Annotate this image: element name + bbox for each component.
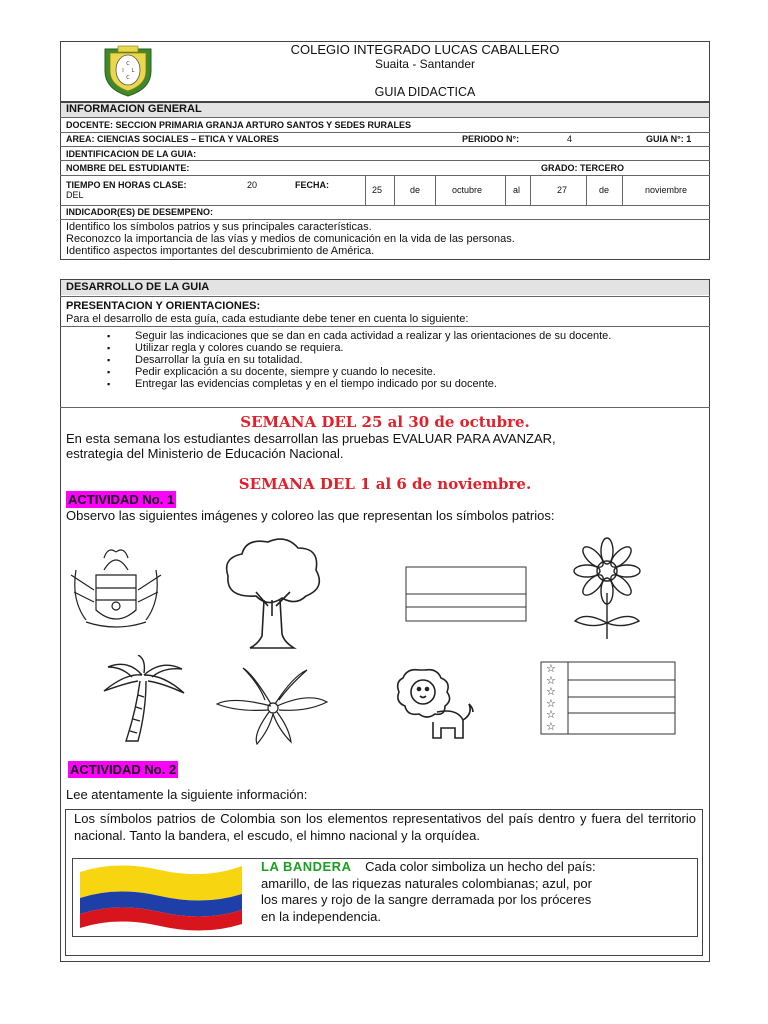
presentacion-title: PRESENTACION Y ORIENTACIONES: [66, 300, 261, 312]
area-label: AREA: CIENCIAS SOCIALES – ETICA Y VALORES [66, 134, 279, 144]
list-item: ▪ Utilizar regla y colores cuando se requiera. [135, 342, 701, 354]
fecha-month1: octubre [452, 185, 483, 195]
list-item: ▪ Desarrollar la guía en su totalidad. [135, 354, 701, 366]
row-divider [60, 407, 710, 408]
fecha-al: al [513, 185, 521, 195]
fecha-month2: noviembre [645, 185, 688, 195]
star-flag-image [540, 661, 676, 735]
colombia-flag-image [76, 860, 246, 933]
row-divider [60, 219, 710, 220]
svg-text:C: C [126, 75, 130, 81]
list-item: ▪ Entregar las evidencias completas y en el tiempo indicado por su docente. [135, 378, 701, 390]
actividad2-instruction: Lee atentamente la siguiente información: [66, 787, 308, 802]
orientaciones-list [135, 330, 701, 390]
bandera-line-4: en la independencia. [261, 908, 381, 924]
coat-of-arms-image [66, 540, 166, 635]
bandera-line-1 [261, 859, 689, 876]
bandera-line-3: los mares y rojo de la sangre derramada por los próceres [261, 892, 592, 907]
col-divider [505, 175, 506, 205]
semana1-text1: En esta semana los estudiantes desarrollan las pruebas EVALUAR PARA AVANZAR, [66, 431, 556, 446]
tiempo-value: 20 [247, 180, 258, 190]
row-divider [60, 146, 710, 147]
col-divider [365, 175, 366, 205]
bandera-line-1-text: Cada color simboliza un hecho del país: [365, 859, 596, 874]
docente-label: DOCENTE: SECCION PRIMARIA GRANJA ARTURO SANTOS Y SEDES RURALES [66, 120, 412, 130]
row-divider [60, 175, 710, 176]
periodo-value: 4 [567, 134, 573, 144]
indicador-1: Identifico los símbolos patrios y sus principales características. [66, 221, 372, 233]
svg-text:I: I [122, 68, 124, 74]
grado-label: GRADO: TERCERO [541, 163, 624, 173]
doc-type: GUIA DIDACTICA [374, 85, 476, 99]
indicador-2: Reconozco la importancia de las vías y medios de comunicación en la vida de las personas. [66, 233, 515, 245]
list-item: ▪ Seguir las indicaciones que se dan en cada actividad a realizar y las orientaciones de su docente. [135, 330, 701, 342]
palm-tree-image [98, 655, 190, 745]
row-divider [60, 117, 710, 118]
periodo-label: PERIODO N°: [462, 134, 520, 144]
list-item: ▪ Pedir explicación a su docente, siempre y cuando lo necesite. [135, 366, 701, 378]
svg-text:L: L [131, 68, 135, 74]
fecha-day1: 25 [372, 185, 383, 195]
identificacion-label: IDENTIFICACION DE LA GUIA: [66, 149, 197, 159]
school-name: COLEGIO INTEGRADO LUCAS CABALLERO [290, 42, 560, 57]
blank-flag-image [405, 566, 527, 622]
svg-text:C: C [126, 61, 130, 67]
fecha-de2: de [599, 185, 610, 195]
row-divider [60, 132, 710, 133]
actividad2-label: ACTIVIDAD No. 2 [70, 762, 177, 777]
bandera-title: LA BANDERA [261, 859, 352, 874]
indicador-3: Identifico aspectos importantes del descubrimiento de América. [66, 245, 375, 257]
bandera-text [261, 859, 689, 925]
desarrollo-title: DESARROLLO DE LA GUIA [66, 281, 210, 293]
semana1-title: SEMANA DEL 25 al 30 de octubre. [240, 413, 530, 431]
info-section-title: INFORMACION GENERAL [66, 103, 202, 115]
tiempo-label: TIEMPO EN HORAS CLASE: [66, 180, 187, 190]
star-column: ☆ ☆ ☆ ☆ ☆ ☆ [546, 663, 556, 733]
school-seal [99, 43, 157, 98]
simbolos-paragraph: Los símbolos patrios de Colombia son los elementos representativos del país dentro y fuera del territorio nacional. Tanto la bandera, el escudo, el himno nacional y la orquídea. [74, 811, 696, 843]
row-divider [60, 326, 710, 327]
row-divider [60, 160, 710, 161]
actividad1-instruction: Observo las siguientes imágenes y coloreo las que representan los símbolos patrios: [66, 508, 555, 523]
estudiante-label: NOMBRE DEL ESTUDIANTE: [66, 163, 190, 173]
bandera-line-2: amarillo, de las riquezas naturales colombianas; azul, por [261, 875, 592, 891]
guia-label: GUIA N°: 1 [646, 134, 692, 144]
presentacion-intro: Para el desarrollo de esta guía, cada estudiante debe tener en cuenta lo siguiente: [66, 313, 469, 325]
sunflower-image [555, 537, 660, 642]
col-divider [394, 175, 395, 205]
col-divider [530, 175, 531, 205]
col-divider [435, 175, 436, 205]
tree-image [216, 536, 328, 654]
row-divider [60, 205, 710, 206]
row-divider [60, 296, 710, 297]
col-divider [586, 175, 587, 205]
actividad1-label: ACTIVIDAD No. 1 [68, 492, 175, 507]
fecha-label: FECHA: [295, 180, 329, 190]
fecha-day2: 27 [557, 185, 568, 195]
orchid-image [213, 664, 331, 746]
del-label: DEL [66, 190, 84, 200]
lion-image [393, 664, 475, 746]
school-location: Suaita - Santander [374, 57, 476, 71]
col-divider [622, 175, 623, 205]
semana2-title: SEMANA DEL 1 al 6 de noviembre. [238, 475, 532, 493]
indicador-title: INDICADOR(ES) DE DESEMPENO: [66, 207, 214, 217]
fecha-de1: de [410, 185, 421, 195]
semana1-text2: estrategia del Ministerio de Educación Nacional. [66, 446, 344, 461]
